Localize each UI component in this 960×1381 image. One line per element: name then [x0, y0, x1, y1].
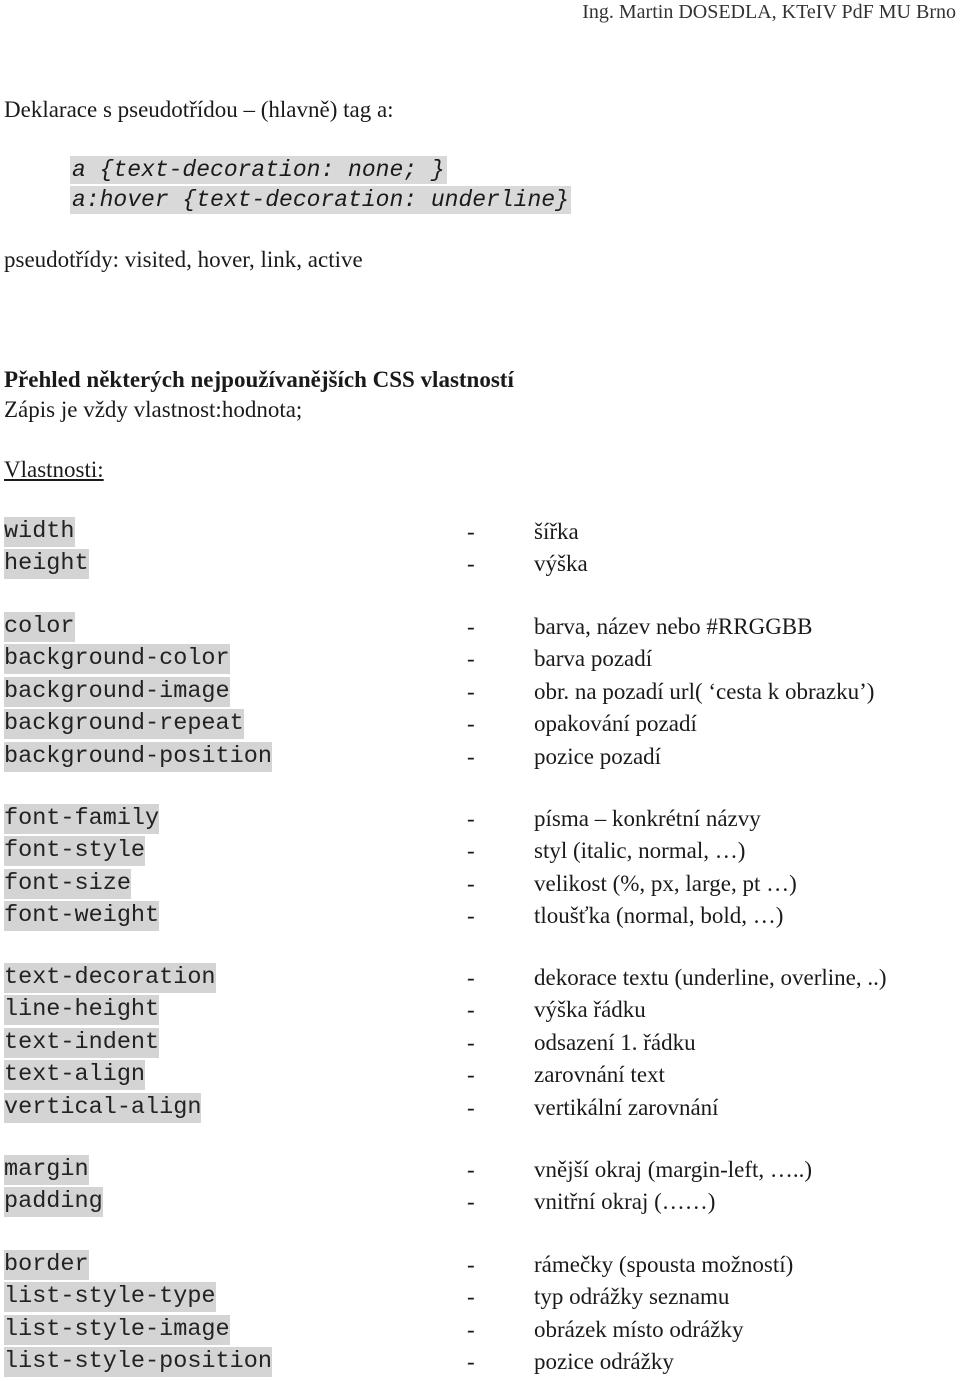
property-name: list-style-type [4, 1283, 216, 1311]
separator-dash: - [467, 519, 475, 544]
property-name: line-height [4, 996, 160, 1024]
separator-dash: - [467, 870, 475, 896]
pseudo-class-heading: Deklarace s pseudotřídou – (hlavně) tag a: [4, 97, 394, 122]
property-name: text-decoration [4, 964, 216, 991]
separator-dash: - [467, 711, 475, 737]
property-name: margin [4, 1156, 89, 1183]
property-description: barva pozadí [534, 646, 653, 672]
property-row [4, 708, 954, 740]
code-example-line: a:hover {text-decoration: underline} [72, 187, 569, 213]
property-name: background-repeat [4, 710, 244, 738]
property-row [4, 1314, 954, 1346]
property-row [4, 548, 954, 580]
property-description: obrázek místo odrážky [534, 1316, 744, 1342]
property-group-color-background [4, 611, 954, 773]
property-row [4, 1346, 954, 1378]
property-description: pozice odrážky [534, 1349, 674, 1375]
property-description: barva, název nebo #RRGGBB [534, 614, 813, 639]
properties-label: Vlastnosti: [4, 457, 104, 482]
property-row [4, 676, 954, 708]
separator-dash: - [467, 903, 475, 929]
property-name: color [4, 613, 75, 640]
page-header-author: Ing. Martin DOSEDLA, KTeIV PdF MU Brno [582, 1, 956, 23]
separator-dash: - [467, 743, 475, 769]
property-description: vertikální zarovnání [534, 1094, 719, 1120]
property-name: background-position [4, 742, 272, 770]
property-description: odsazení 1. řádku [534, 1029, 696, 1055]
property-name: width [4, 518, 75, 545]
separator-dash: - [467, 806, 475, 831]
property-row [4, 516, 954, 548]
property-name: list-style-image [4, 1315, 230, 1343]
property-name: height [4, 550, 89, 578]
syntax-note: Zápis je vždy vlastnost:hodnota; [4, 397, 303, 422]
property-row [4, 741, 954, 773]
separator-dash: - [467, 646, 475, 672]
property-group-font [4, 803, 954, 933]
property-name: font-family [4, 805, 160, 832]
property-description: šířka [534, 519, 579, 544]
property-row [4, 1027, 954, 1059]
property-row [4, 1059, 954, 1091]
separator-dash: - [467, 1029, 475, 1055]
property-description: písma – konkrétní názvy [534, 806, 761, 831]
separator-dash: - [467, 678, 475, 704]
property-name: text-align [4, 1061, 146, 1089]
property-row [4, 1281, 954, 1313]
property-row [4, 900, 954, 932]
property-row [4, 643, 954, 675]
separator-dash: - [467, 1252, 475, 1277]
property-row [4, 803, 954, 835]
property-row [4, 1154, 954, 1186]
property-row [4, 1186, 954, 1218]
property-name: border [4, 1251, 89, 1278]
property-description: tloušťka (normal, bold, …) [534, 903, 784, 929]
property-group-text [4, 962, 954, 1124]
property-description: styl (italic, normal, …) [534, 838, 746, 864]
property-name: vertical-align [4, 1093, 202, 1121]
separator-dash: - [467, 1284, 475, 1310]
property-name: font-style [4, 837, 146, 865]
separator-dash: - [467, 1349, 475, 1375]
property-description: pozice pozadí [534, 743, 662, 769]
property-row [4, 835, 954, 867]
separator-dash: - [467, 1062, 475, 1088]
separator-dash: - [467, 965, 475, 990]
property-name: font-size [4, 869, 131, 897]
code-example-line: a {text-decoration: none; } [72, 157, 445, 183]
property-row [4, 611, 954, 643]
property-description: opakování pozadí [534, 711, 697, 737]
property-name: background-image [4, 677, 230, 705]
separator-dash: - [467, 1316, 475, 1342]
property-description: vnější okraj (margin-left, …..) [534, 1157, 813, 1182]
property-name: background-color [4, 645, 230, 673]
property-row [4, 994, 954, 1026]
property-name: padding [4, 1188, 103, 1216]
property-row [4, 962, 954, 994]
separator-dash: - [467, 614, 475, 639]
property-row [4, 868, 954, 900]
separator-dash: - [467, 1094, 475, 1120]
property-row [4, 1092, 954, 1124]
property-description: typ odrážky seznamu [534, 1284, 730, 1310]
property-description: výška řádku [534, 997, 646, 1023]
property-name: list-style-position [4, 1348, 272, 1376]
property-name: font-weight [4, 902, 160, 930]
property-row [4, 1249, 954, 1281]
property-description: vnitřní okraj (……) [534, 1189, 716, 1215]
property-description: výška [534, 551, 588, 577]
property-name: text-indent [4, 1028, 160, 1056]
separator-dash: - [467, 551, 475, 577]
property-description: velikost (%, px, large, pt …) [534, 870, 797, 896]
separator-dash: - [467, 997, 475, 1023]
separator-dash: - [467, 1189, 475, 1215]
property-group-border-list [4, 1249, 954, 1379]
property-description: rámečky (spousta možností) [534, 1252, 794, 1277]
property-group-dimensions [4, 516, 954, 581]
pseudo-class-list: pseudotřídy: visited, hover, link, active [4, 247, 363, 272]
property-description: obr. na pozadí url( ‘cesta k obrazku’) [534, 678, 875, 704]
property-description: zarovnání text [534, 1062, 665, 1088]
property-description: dekorace textu (underline, overline, ..) [534, 965, 887, 990]
separator-dash: - [467, 838, 475, 864]
property-group-spacing [4, 1154, 954, 1219]
overview-title: Přehled některých nejpoužívanějších CSS vlastností [4, 367, 514, 392]
separator-dash: - [467, 1157, 475, 1182]
